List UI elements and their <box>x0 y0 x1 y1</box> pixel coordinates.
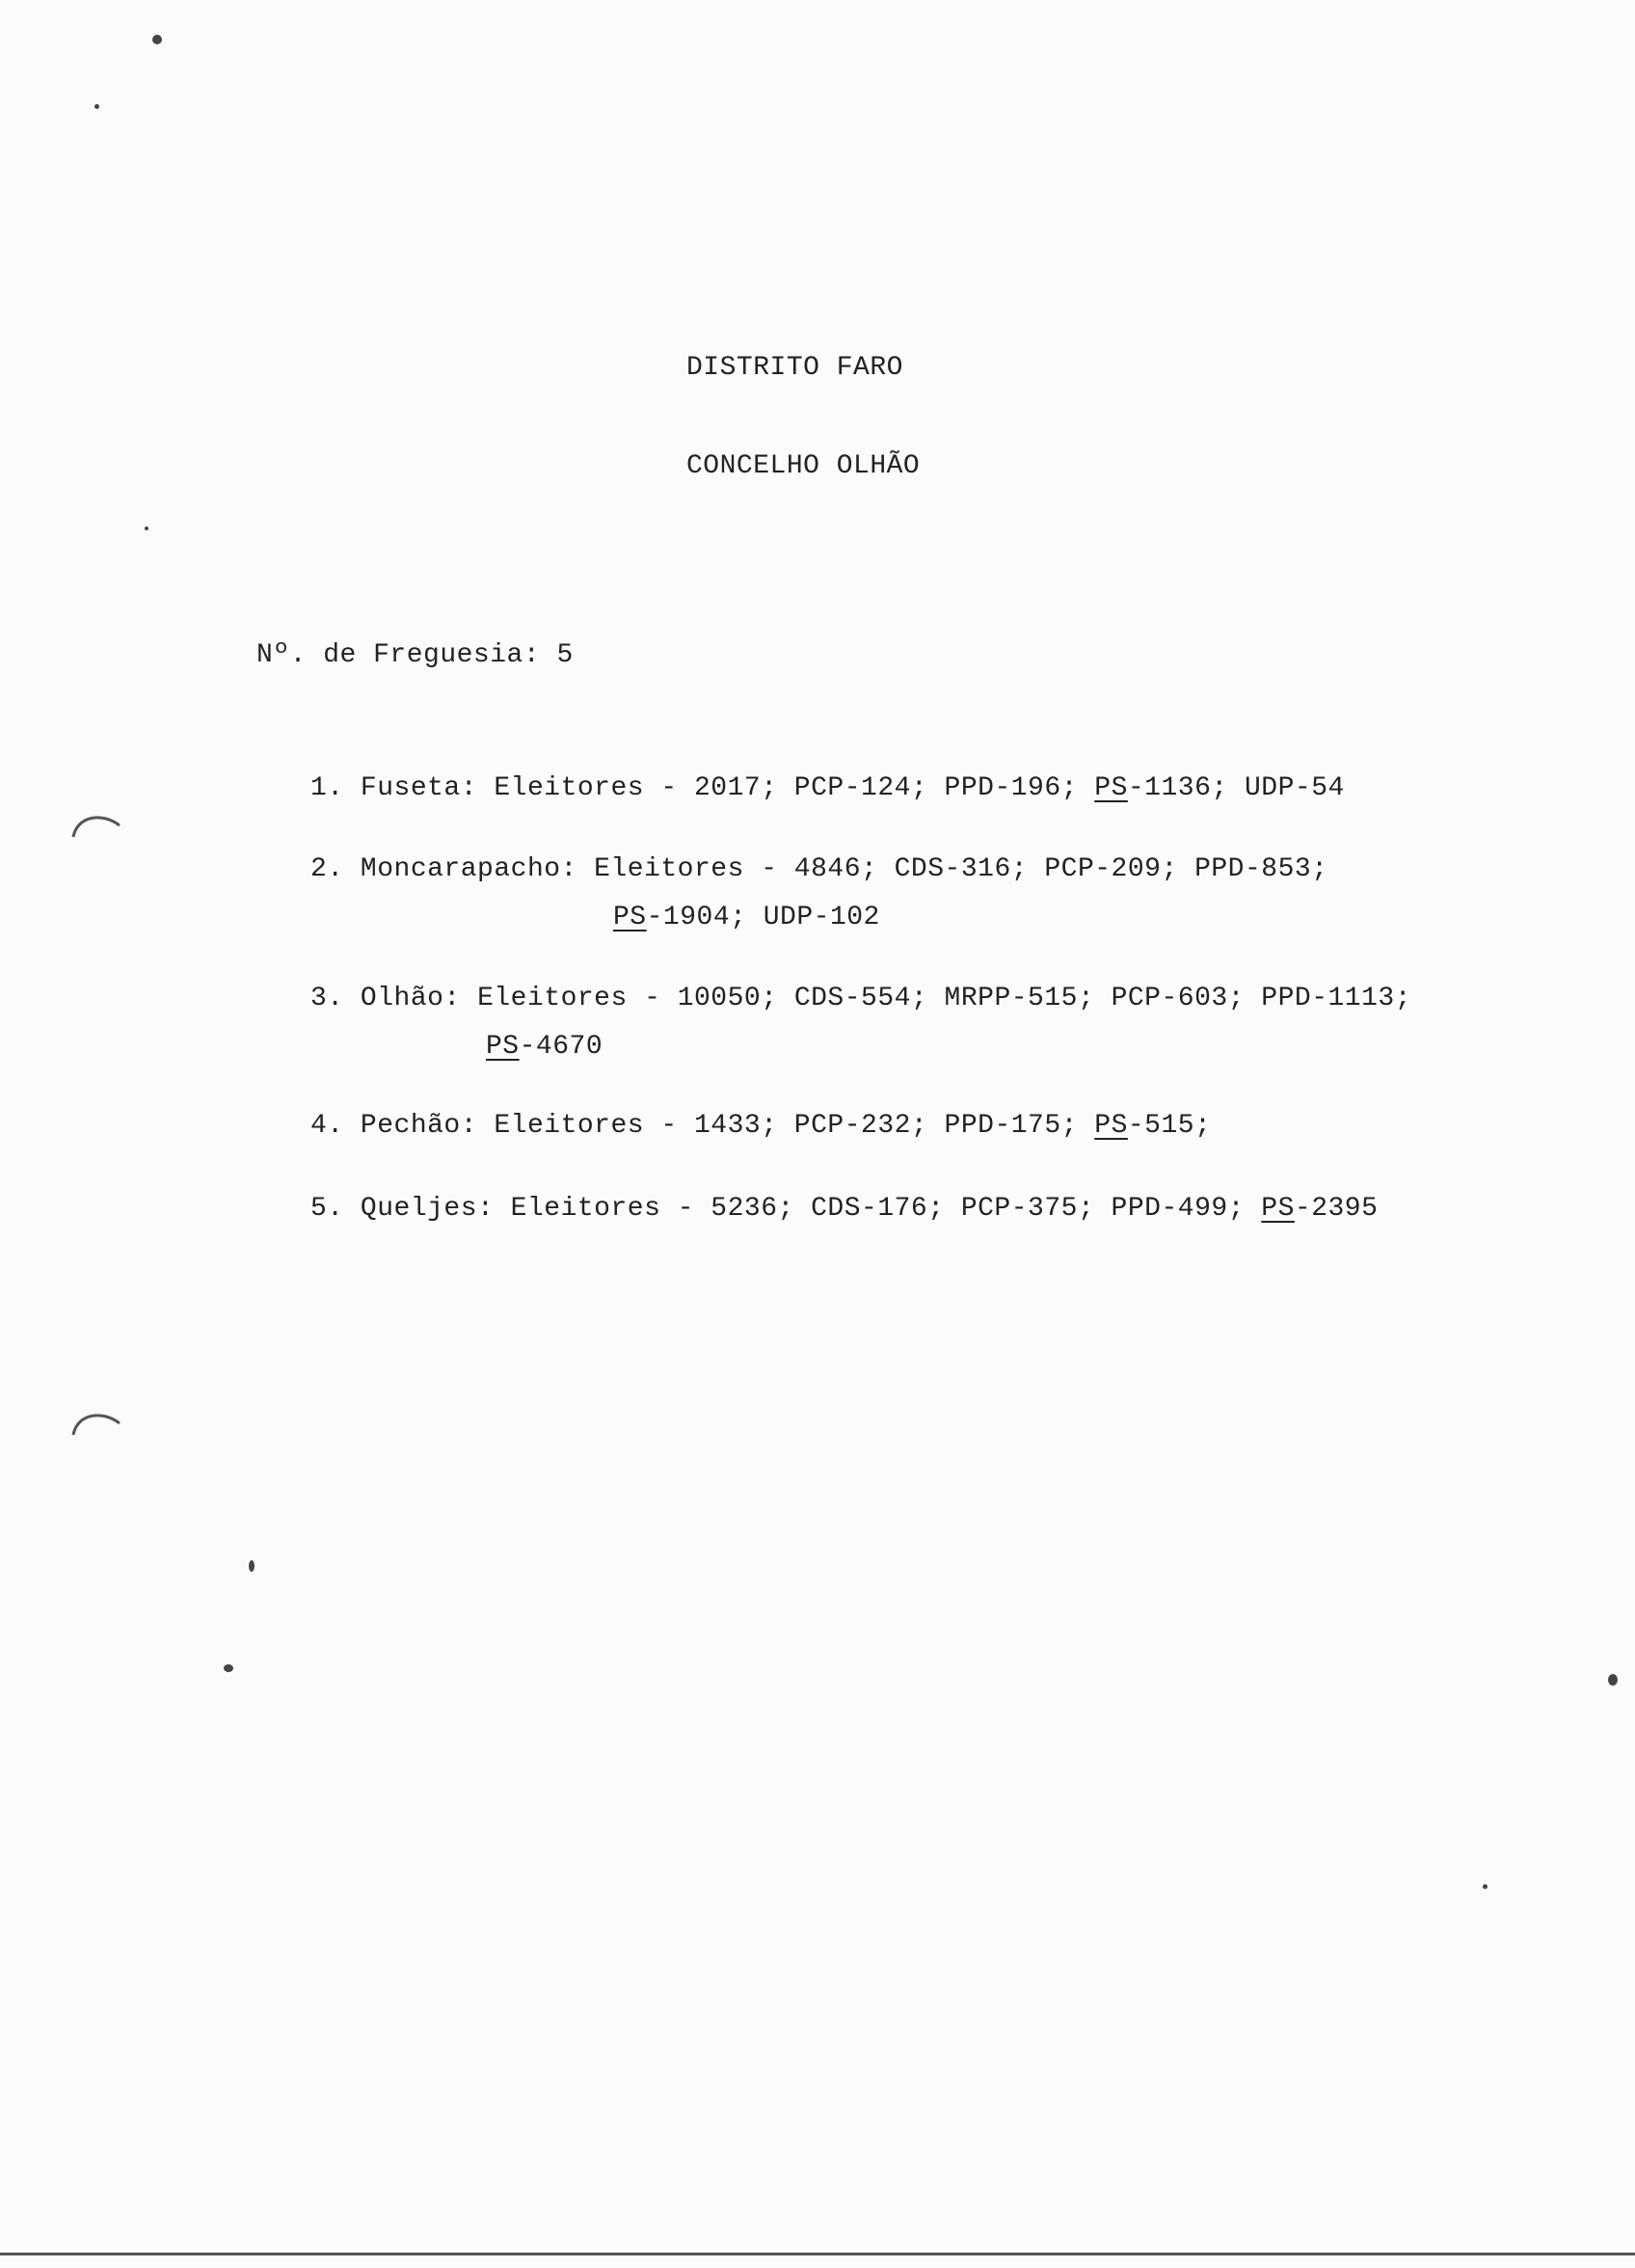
item-values: Eleitores - 2017; PCP-124; PPD-196; <box>494 773 1095 803</box>
scan-speck <box>94 104 99 109</box>
district-heading: DISTRITO FARO <box>686 353 903 383</box>
ps-label: PS <box>1094 1111 1128 1141</box>
scan-speck <box>145 526 148 530</box>
item-number: 5. <box>310 1194 344 1224</box>
parish-count <box>256 640 574 670</box>
item-name: Olhão: <box>360 984 461 1013</box>
bottom-rule <box>0 2253 1635 2255</box>
ps-label: PS <box>613 903 647 932</box>
item-number: 1. <box>310 773 344 803</box>
item-number: 2. <box>310 854 344 884</box>
list-item-pechao <box>310 1111 1211 1141</box>
scan-speck <box>152 35 162 44</box>
list-item-moncarapacho <box>310 854 1328 884</box>
parish-count-value: 5 <box>556 640 574 670</box>
list-item-fuseta <box>310 773 1345 803</box>
ps-label: PS <box>1261 1194 1295 1224</box>
item-name: Fuseta: <box>360 773 478 803</box>
item-values: Eleitores - 1433; PCP-232; PPD-175; <box>494 1111 1095 1141</box>
list-item-olhao <box>310 984 1411 1013</box>
scan-speck <box>249 1560 255 1572</box>
item-number: 4. <box>310 1111 344 1141</box>
item-name: Queljes: <box>360 1194 495 1224</box>
margin-arc-mark <box>67 806 125 845</box>
margin-arc-mark <box>67 1404 125 1443</box>
parish-count-label: Nº. de Freguesia: <box>256 640 541 670</box>
ps-label: PS <box>486 1032 520 1062</box>
item-values-post: -2395 <box>1294 1194 1379 1224</box>
list-item-queljes <box>310 1194 1378 1224</box>
item-values: Eleitores - 10050; CDS-554; MRPP-515; PCP-603; PPD-1113; <box>477 984 1412 1013</box>
item-values-post: -1136; UDP-54 <box>1127 773 1345 803</box>
item-values: Eleitores - 5236; CDS-176; PCP-375; PPD-499; <box>510 1194 1262 1224</box>
item-values: Eleitores - 4846; CDS-316; PCP-209; PPD-853; <box>594 854 1328 884</box>
item-name: Pechão: <box>360 1111 478 1141</box>
item-values-post: -1904; UDP-102 <box>646 903 880 932</box>
item-values-post: -515; <box>1127 1111 1212 1141</box>
scan-speck <box>1608 1674 1618 1686</box>
item-number: 3. <box>310 984 344 1013</box>
list-item-olhao-cont <box>486 1032 603 1062</box>
ps-label: PS <box>1094 773 1128 803</box>
item-name: Moncarapacho: <box>360 854 577 884</box>
scan-speck <box>224 1664 233 1672</box>
scan-speck <box>1483 1884 1488 1889</box>
item-values-post: -4670 <box>519 1032 603 1062</box>
list-item-moncarapacho-cont <box>613 903 880 932</box>
council-heading: CONCELHO OLHÃO <box>686 451 921 481</box>
